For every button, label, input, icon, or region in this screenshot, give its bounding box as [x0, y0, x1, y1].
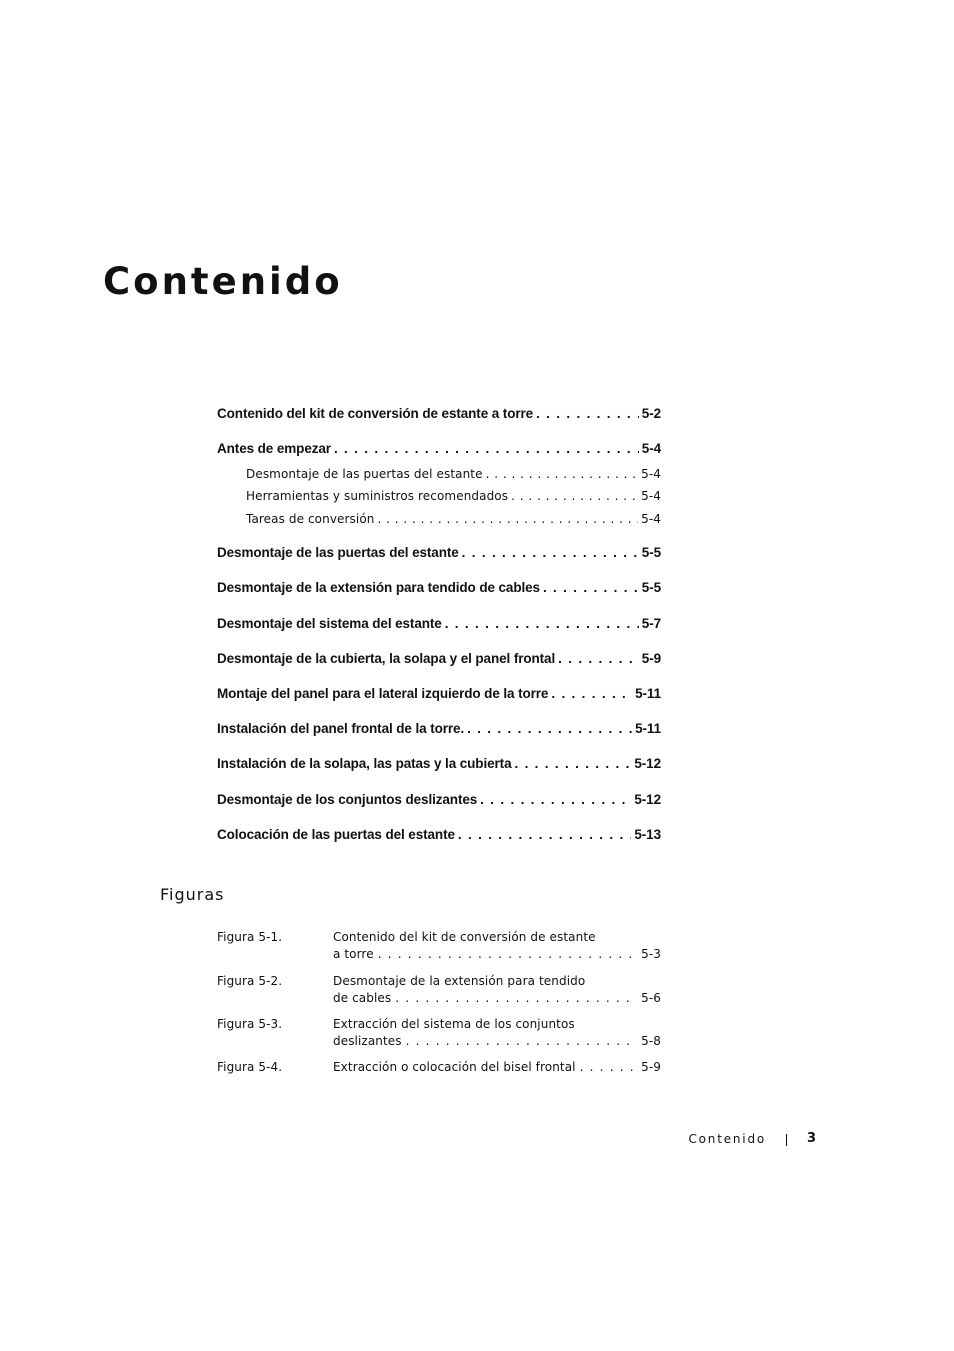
toc-subentry-page: 5-4: [641, 467, 661, 481]
figure-caption-line: Contenido del kit de conversión de estante: [333, 930, 596, 944]
toc-entry-page: 5-12: [634, 792, 661, 807]
toc-leader-dots: [486, 465, 639, 483]
toc-entry-page: 5-9: [641, 651, 661, 666]
figure-page: 5-6: [641, 991, 661, 1005]
toc-entry[interactable]: [217, 615, 661, 633]
page-footer: [0, 1130, 954, 1150]
toc-entry[interactable]: [217, 826, 661, 844]
page-number: 3: [807, 1131, 817, 1146]
toc-leader-dots: [558, 650, 639, 668]
figure-caption-line: Desmontaje de la extensión para tendido: [333, 974, 586, 988]
toc-entry-page: 5-2: [641, 406, 661, 421]
toc-entry-label: Contenido del kit de conversión de estante a torre: [217, 406, 534, 421]
footer-divider: [786, 1134, 787, 1146]
toc-leader-dots: [445, 615, 639, 633]
figure-page: 5-9: [641, 1060, 661, 1074]
toc-entry[interactable]: [217, 685, 661, 703]
figure-leader-dots: [378, 946, 637, 963]
toc-entry-page: 5-11: [635, 721, 661, 736]
toc-entry-label: Desmontaje de la extensión para tendido de cables: [217, 580, 540, 595]
figure-leader-dots: [580, 1059, 637, 1076]
toc-entry-label: Desmontaje del sistema del estante: [217, 616, 442, 631]
page-title: Contenido: [103, 260, 343, 303]
figure-number: Figura 5-3.: [217, 1017, 283, 1031]
toc-leader-dots: [536, 405, 639, 423]
figure-caption: [333, 1016, 661, 1050]
figure-caption-continuation: de cables: [333, 991, 392, 1005]
figures-heading: Figuras: [160, 885, 225, 904]
figure-page: 5-3: [641, 947, 661, 961]
figure-caption-line-with-page: [333, 990, 661, 1007]
figure-leader-dots: [395, 990, 637, 1007]
figure-caption: [333, 929, 661, 963]
toc-entry-label: Instalación de la solapa, las patas y la cubierta: [217, 756, 512, 771]
toc-entry-page: 5-11: [635, 686, 661, 701]
toc-subentry[interactable]: [246, 465, 661, 483]
toc-entry-page: 5-5: [641, 580, 661, 595]
toc-subentry-label: Tareas de conversión: [246, 512, 375, 526]
toc-entry-page: 5-7: [641, 616, 661, 631]
toc-subentry[interactable]: [246, 487, 661, 505]
toc-subentry-page: 5-4: [641, 512, 661, 526]
figure-caption-continuation: Extracción o colocación del bisel frontal: [333, 1060, 576, 1074]
toc-entry-label: Antes de empezar: [217, 441, 331, 456]
figure-number: Figura 5-4.: [217, 1060, 283, 1074]
toc-entry[interactable]: [217, 755, 661, 773]
toc-entry[interactable]: [217, 544, 661, 562]
toc-leader-dots: [514, 755, 631, 773]
figure-caption-line-with-page: [333, 1033, 661, 1050]
toc-entry[interactable]: [217, 720, 661, 738]
toc-entry-page: 5-5: [641, 545, 661, 560]
toc-entry[interactable]: [217, 650, 661, 668]
toc-entry-label: Desmontaje de las puertas del estante: [217, 545, 459, 560]
toc-leader-dots: [334, 440, 639, 458]
figure-caption: [333, 1059, 661, 1076]
figure-caption-line-with-page: [333, 1059, 661, 1076]
toc-subentry[interactable]: [246, 510, 661, 528]
figure-caption-continuation: a torre: [333, 947, 374, 961]
toc-subentry-page: 5-4: [641, 489, 661, 503]
toc-entry-page: 5-4: [641, 441, 661, 456]
toc-entry-label: Desmontaje de la cubierta, la solapa y el panel frontal: [217, 651, 556, 666]
toc-subentry-label: Herramientas y suministros recomendados: [246, 489, 509, 503]
toc-leader-dots: [551, 685, 632, 703]
figure-caption: [333, 973, 661, 1007]
toc-leader-dots: [543, 579, 639, 597]
toc-entry-label: Colocación de las puertas del estante: [217, 827, 455, 842]
figure-leader-dots: [406, 1033, 637, 1050]
toc-entry[interactable]: [217, 405, 661, 423]
toc-entry-label: Montaje del panel para el lateral izquierdo de la torre: [217, 686, 549, 701]
figure-caption-line: Extracción del sistema de los conjuntos: [333, 1017, 575, 1031]
toc-entry-label: Desmontaje de los conjuntos deslizantes: [217, 792, 478, 807]
toc-entry[interactable]: [217, 579, 661, 597]
toc-leader-dots: [480, 791, 631, 809]
figure-caption-line-with-page: [333, 946, 661, 963]
figure-number: Figura 5-2.: [217, 974, 283, 988]
toc-entry-page: 5-12: [634, 756, 661, 771]
footer-section-label: Contenido: [688, 1132, 766, 1146]
toc-entry-page: 5-13: [634, 827, 661, 842]
toc-leader-dots: [511, 487, 638, 505]
toc-entry[interactable]: [217, 791, 661, 809]
figure-number: Figura 5-1.: [217, 930, 283, 944]
toc-subentry-label: Desmontaje de las puertas del estante: [246, 467, 483, 481]
toc-leader-dots: [377, 510, 638, 528]
figure-page: 5-8: [641, 1034, 661, 1048]
toc-entry-label: Instalación del panel frontal de la torre.: [217, 721, 465, 736]
toc-leader-dots: [458, 826, 631, 844]
toc-leader-dots: [467, 720, 632, 738]
toc-leader-dots: [462, 544, 639, 562]
toc-entry[interactable]: [217, 440, 661, 458]
figure-caption-continuation: deslizantes: [333, 1034, 402, 1048]
